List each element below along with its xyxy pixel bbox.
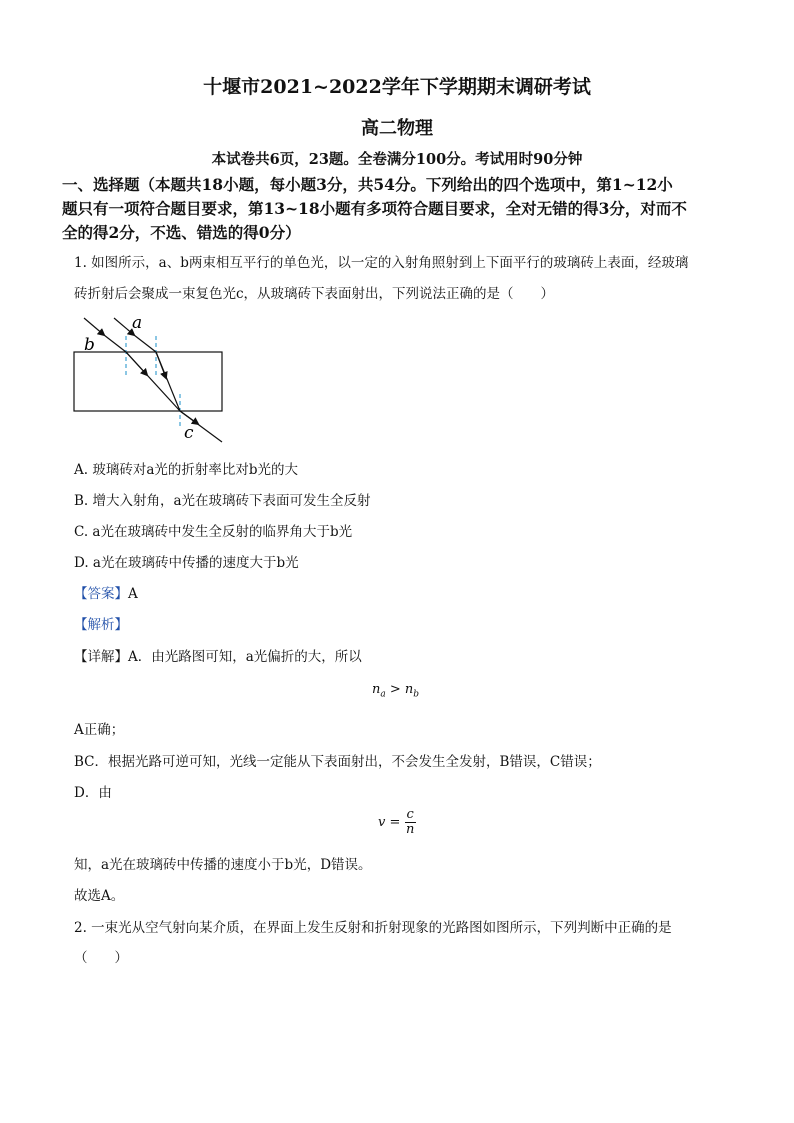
q1-option-c: C. a光在玻璃砖中发生全反射的临界角大于b光 <box>74 524 353 540</box>
detail-tag: 【详解】 <box>74 649 128 665</box>
q1-answer <box>74 582 138 602</box>
exam-title: 十堰市2021~2022学年下学期期末调研考试 <box>203 76 591 98</box>
q2-stem-line2: （ ） <box>74 950 128 966</box>
q1-option-b: B. 增大入射角，a光在玻璃砖下表面可发生全反射 <box>74 493 371 509</box>
q1-detail-line4: D．由 <box>74 785 112 801</box>
q1-light-path-figure <box>70 308 230 448</box>
q1-detail-line3: BC．根据光路可逆可知，光线一定能从下表面射出，不会发生全发射，B错误，C错误； <box>74 754 601 770</box>
detail-text: A．由光路图可知，a光偏折的大，所以 <box>128 649 362 665</box>
q1-detail-line6: 故选A。 <box>74 888 125 904</box>
section-heading-line3: 全的得2分，不选、错选的得0分） <box>62 223 301 242</box>
glass-brick <box>74 352 222 411</box>
q1-detail-line1 <box>74 645 362 665</box>
q1-equation-1: $n_a > n_b$ <box>372 682 420 700</box>
q1-stem-line2: 砖折射后会聚成一束复色光c，从玻璃砖下表面射出，下列说法正确的是（ ） <box>74 286 555 302</box>
q1-stem-line1: 1. 如图所示，a、b两束相互平行的单色光，以一定的入射角照射到上下面平行的玻璃砖上表面，经玻璃 <box>74 255 689 271</box>
q2-stem-line1: 2. 一束光从空气射向某介质，在界面上发生反射和折射现象的光路图如图所示，下列判断中正确的是 <box>74 920 672 936</box>
exam-subtitle: 高二物理 <box>361 118 433 139</box>
ray-a-arrow <box>156 352 166 378</box>
q1-option-d: D. a光在玻璃砖中传播的速度大于b光 <box>74 555 299 571</box>
ray-b-incident <box>84 318 104 335</box>
section-heading-line1: 一、选择题（本题共18小题，每小题3分，共54分。下列给出的四个选项中，第1~12小 <box>62 175 673 194</box>
section-heading-line2: 题只有一项符合题目要求，第13~18小题有多项符合题目要求，全对无错的得3分，对而不 <box>62 199 687 218</box>
answer-tag: 【答案】 <box>74 586 128 602</box>
exam-info: 本试卷共6页，23题。全卷满分100分。考试用时90分钟 <box>211 151 583 168</box>
q1-analysis-tag: 【解析】 <box>74 617 128 633</box>
label-a: a <box>132 313 143 333</box>
ray-a-incident-2 <box>134 335 156 352</box>
ray-b-incident-2 <box>104 335 126 352</box>
q1-detail-line2: A正确； <box>74 722 125 738</box>
label-b: b <box>84 335 95 355</box>
answer-value: A <box>128 586 138 602</box>
q1-detail-line5: 知，a光在玻璃砖中传播的速度小于b光，D错误。 <box>74 857 372 873</box>
q1-equation-2: v = $\frac{c}{n}$ <box>378 807 415 837</box>
label-c: c <box>184 423 194 443</box>
ray-b-arrow <box>126 352 147 375</box>
q1-option-a: A. 玻璃砖对a光的折射率比对b光的大 <box>74 462 299 478</box>
ray-a-incident <box>114 318 134 335</box>
